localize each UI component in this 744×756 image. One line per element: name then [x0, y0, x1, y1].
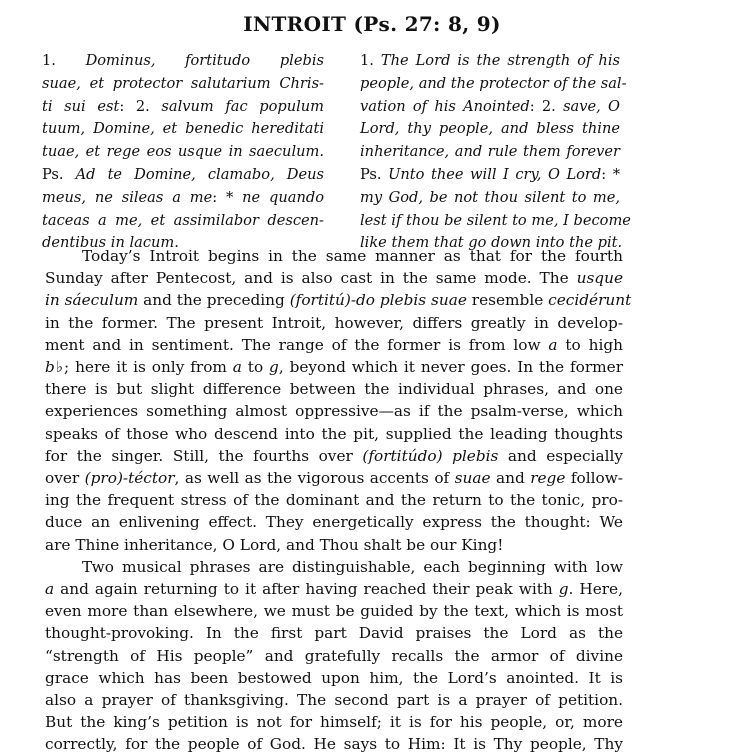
commentary-segment: are Thine inheritance, O Lord, and Thou shalt be our King!	[45, 535, 504, 554]
latin-segment: : *	[212, 188, 243, 206]
commentary-segment: rege	[530, 469, 566, 488]
page-title	[0, 12, 744, 36]
commentary-segment: b♭	[45, 358, 65, 377]
commentary-segment: usque	[576, 269, 623, 288]
commentary-segment: suae	[454, 469, 491, 488]
latin-segment: Ad te Domine, clamabo, Deus	[75, 165, 324, 183]
english-segment: vation of his Anointed	[360, 97, 530, 115]
english-segment: 1.	[360, 52, 381, 69]
commentary-line	[45, 622, 623, 644]
commentary-segment: cecidérunt	[548, 291, 632, 310]
latin-line	[42, 187, 324, 210]
english-segment: inheritance, and rule them forever	[360, 143, 620, 161]
commentary-segment: experiences something almost oppressive—as if the psalm-verse, which	[45, 402, 623, 421]
commentary-segment: But the king’s petition is not for himself; it is for his people, or, more	[45, 713, 623, 732]
commentary-segment: for the singer. Still, the fourths over	[45, 446, 363, 465]
commentary-line	[45, 423, 623, 445]
latin-segment: suae, et protector salutarium Chris-	[42, 74, 324, 92]
commentary-segment: to	[241, 358, 270, 377]
commentary-line	[45, 534, 623, 556]
english-line	[360, 96, 620, 119]
english-segment: Lord, thy people, and bless thine	[360, 120, 620, 138]
latin-segment: ne quando	[242, 188, 324, 206]
commentary-line	[45, 378, 623, 400]
commentary-segment: and	[490, 469, 531, 488]
english-line	[360, 210, 631, 233]
commentary-line	[45, 578, 623, 600]
latin-segment: dentibus in lacum.	[42, 234, 179, 252]
commentary-text	[45, 245, 632, 756]
english-segment: like them that go down into the pit.	[360, 234, 623, 252]
commentary-segment: in sáeculum	[45, 291, 139, 310]
commentary-segment: g	[269, 358, 279, 377]
commentary-segment: a	[45, 580, 55, 599]
commentary-segment: there is but slight difference between the individual phrases, and one	[45, 380, 623, 399]
commentary-segment: Today’s Introit begins in the same manner as that for the fourth	[82, 247, 623, 265]
latin-line	[42, 164, 324, 187]
commentary-line	[45, 711, 623, 733]
english-segment: save, O	[563, 97, 620, 115]
commentary-segment: ment and in sentiment. The range of the former is from low	[45, 335, 549, 354]
english-segment: lest if thou be silent to me, I become	[360, 211, 631, 229]
english-line	[360, 73, 627, 96]
commentary-line	[45, 600, 623, 622]
latin-line	[42, 210, 324, 233]
commentary-line	[45, 667, 623, 689]
english-line	[360, 141, 620, 164]
commentary-segment: . Here,	[568, 580, 623, 599]
commentary-line	[45, 356, 623, 378]
english-segment: The Lord is the strength of his	[380, 52, 620, 69]
latin-segment: Ps.	[42, 165, 76, 183]
commentary-line	[45, 556, 623, 578]
english-line	[360, 164, 620, 187]
english-segment: : 2.	[529, 97, 564, 115]
commentary-segment: “strength of His people” and gratefully recalls the armor of divine	[45, 646, 623, 665]
commentary-segment: speaks of those who descend into the pit, supplied the leading thoughts	[45, 424, 623, 443]
latin-line	[42, 118, 324, 141]
commentary-segment: (fortitú)-do plebis suae	[289, 291, 467, 310]
commentary-segment: resemble	[466, 291, 549, 310]
latin-segment: ti sui est	[42, 97, 120, 115]
commentary-segment: ing the frequent stress of the dominant and the return to the tonic, pro-	[45, 491, 623, 510]
english-translation-column	[360, 50, 631, 255]
commentary-segment: in the former. The present Introit, however, differs greatly in develop-	[45, 313, 623, 332]
commentary-segment: duce an enlivening effect. They energetically express the thought: We	[45, 513, 623, 532]
commentary-segment: a	[548, 335, 558, 354]
latin-segment: Dominus, fortitudo plebis	[85, 52, 324, 69]
commentary-segment: , as well as the vigorous accents of	[174, 469, 455, 488]
latin-segment: tuae, et rege eos usque in saeculum.	[42, 143, 324, 161]
commentary-segment: over	[45, 469, 85, 488]
latin-segment: taceas a me, et assimilabor descen-	[42, 211, 324, 229]
english-segment: : *	[601, 165, 620, 183]
commentary-segment: Sunday after Pentecost, and is also cast in the same mode. The	[45, 269, 577, 288]
commentary-segment: (fortitúdo) plebis	[362, 446, 499, 465]
latin-line	[42, 73, 324, 96]
commentary-line	[45, 400, 623, 422]
commentary-segment: and again returning to it after having reached their peak with	[54, 580, 559, 599]
commentary-segment: , beyond which it never goes. In the former	[278, 358, 624, 377]
latin-segment: : 2.	[119, 97, 162, 115]
commentary-segment: to high	[557, 335, 623, 354]
latin-line	[42, 96, 324, 119]
commentary-line	[45, 645, 623, 667]
commentary-line	[45, 312, 623, 334]
commentary-line	[45, 467, 623, 489]
english-segment: people, and the protector of the sal-	[360, 74, 627, 92]
commentary-segment: even more than elsewhere, we must be guided by the text, which is most	[45, 602, 623, 621]
english-segment: Unto thee will I cry, O Lord	[388, 165, 602, 183]
latin-segment: 1.	[42, 52, 86, 69]
latin-segment: tuum, Domine, et benedic hereditati	[42, 120, 324, 138]
english-segment: Ps.	[360, 165, 389, 183]
english-line	[360, 187, 620, 210]
title-reference: (Ps. 27: 8, 9)	[353, 12, 501, 36]
commentary-segment: (pro)-téctor	[84, 469, 175, 488]
latin-text-column	[42, 50, 324, 255]
commentary-segment: and especially	[498, 446, 624, 465]
commentary-line	[45, 733, 623, 755]
commentary-line	[45, 445, 623, 467]
latin-segment: salvum fac populum	[161, 97, 325, 115]
commentary-segment: thought-provoking. In the first part David praises the Lord as the	[45, 624, 623, 643]
commentary-segment: a	[232, 358, 242, 377]
english-segment: my God, be not thou silent to me,	[360, 188, 620, 206]
english-line	[360, 50, 620, 73]
commentary-line	[45, 689, 623, 711]
commentary-segment: grace which has been bestowed upon him, the Lord’s anointed. It is	[45, 668, 623, 687]
latin-line	[42, 141, 324, 164]
commentary-line	[45, 245, 623, 267]
commentary-segment: and the preceding	[138, 291, 290, 310]
title-heading: INTROIT	[243, 12, 347, 36]
commentary-line	[45, 511, 623, 533]
commentary-line	[45, 489, 623, 511]
commentary-line	[45, 334, 623, 356]
commentary-segment: g	[558, 580, 569, 599]
commentary-segment: follow-	[565, 469, 623, 488]
commentary-segment: Two musical phrases are distinguishable, each beginning with low	[82, 557, 623, 576]
latin-line	[42, 50, 324, 73]
commentary-segment: also a prayer of thanksgiving. The second part is a prayer of petition.	[45, 691, 623, 710]
commentary-segment: ; here it is only from	[64, 358, 233, 377]
latin-segment: meus, ne sileas a me	[42, 188, 213, 206]
english-line	[360, 118, 620, 141]
commentary-line	[45, 267, 623, 289]
commentary-line	[45, 289, 632, 311]
commentary-segment: correctly, for the people of God. He says to Him: It is Thy people, Thy	[45, 735, 623, 754]
